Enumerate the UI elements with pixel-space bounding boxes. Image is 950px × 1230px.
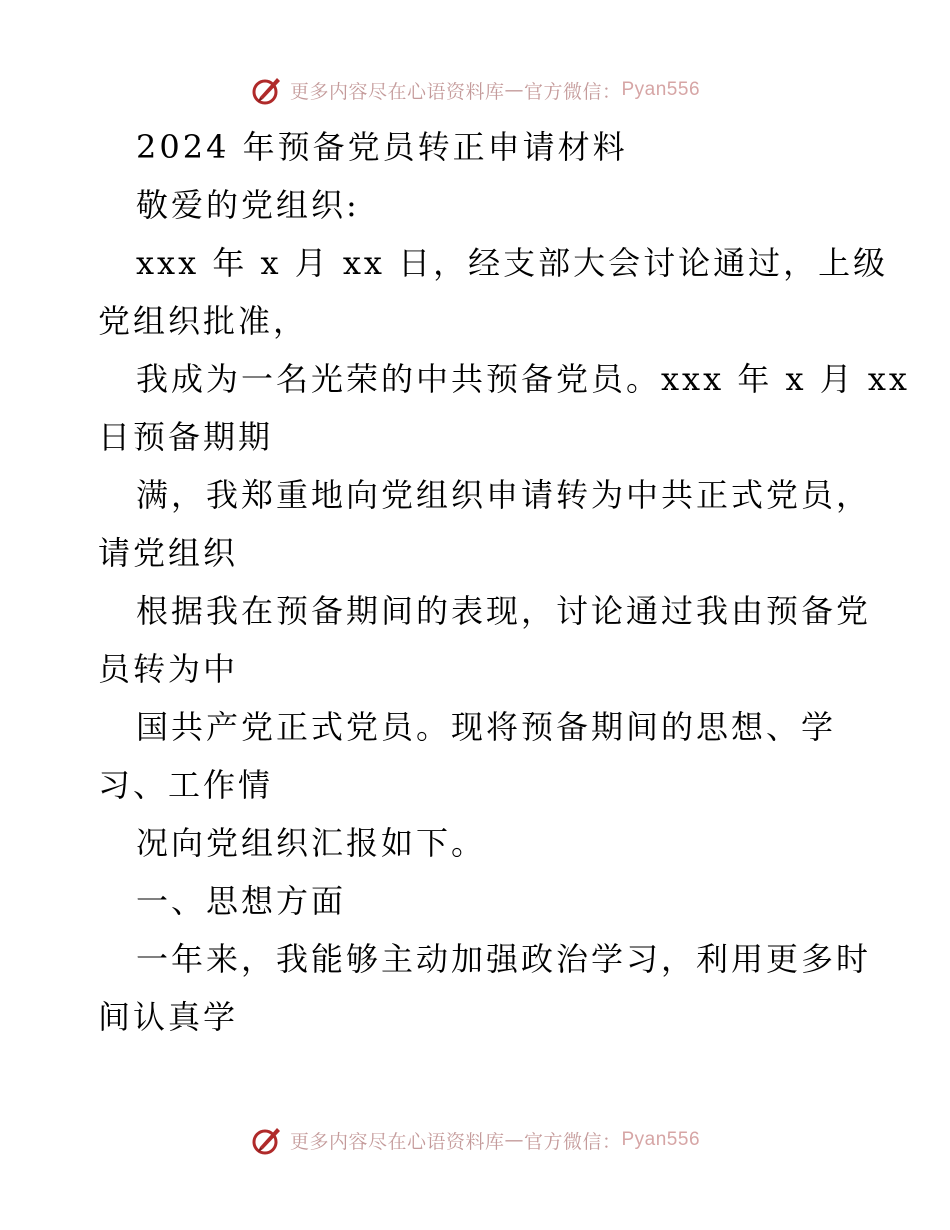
document-line: 请党组织 [98,534,239,572]
document-line: 根据我在预备期间的表现，讨论通过我由预备党 [136,592,872,630]
watermark-label: 官方微信： [523,1130,622,1153]
document-line: 日预备期期 [98,418,274,456]
watermark-separator: — [504,1129,524,1151]
footer-watermark [0,1120,950,1160]
document-line: 间认真学 [98,998,239,1036]
quill-pen-logo-icon [250,1123,284,1157]
document-line: 党组织批准， [98,302,309,340]
document-line: 满，我郑重地向党组织申请转为中共正式党员， [136,476,872,514]
quill-pen-logo-icon [250,73,284,107]
document-line: 2024 年预备党员转正申请材料 [136,128,628,166]
watermark-separator: — [504,79,524,101]
document-line: xxx 年 x 月 xx 日，经支部大会讨论通过，上级 [136,244,889,282]
watermark-text: 更多内容尽在心语资料库 [289,80,505,103]
document-line: 况向党组织汇报如下。 [136,824,487,862]
watermark-wechat-id: Pyan556 [621,1129,701,1150]
header-watermark [0,70,950,110]
watermark-text: 更多内容尽在心语资料库 [289,1130,505,1153]
watermark-label: 官方微信： [523,80,622,103]
document-line: 习、工作情 [98,766,274,804]
document-line: 员转为中 [98,650,239,688]
watermark-wechat-id: Pyan556 [621,79,701,100]
document-line: 一、思想方面 [136,882,347,920]
document-line: 一年来，我能够主动加强政治学习，利用更多时 [136,940,872,978]
document-line: 我成为一名光荣的中共预备党员。xxx 年 x 月 xx [136,360,910,398]
document-line: 敬爱的党组织: [136,186,360,224]
document-body [98,118,910,1046]
document-line: 国共产党正式党员。现将预备期间的思想、学 [136,708,837,746]
